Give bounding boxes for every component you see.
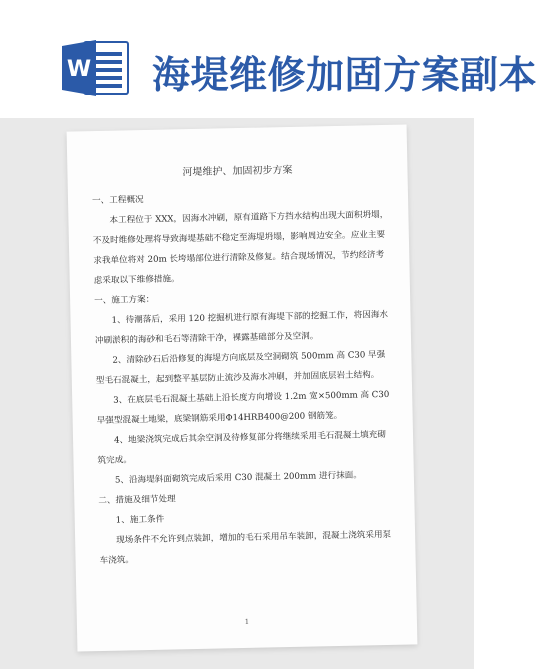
watermark-right [426, 118, 466, 669]
paragraph: 3、在底层毛石混凝土基础上沿长度方向增设 1.2m 宽×500mm 高 C30 早强型混凝土地梁，底梁钢筋采用Φ14HRB400@200 钢筋笼。 [96, 389, 390, 427]
header-banner [0, 0, 537, 120]
paragraph: 现场条件不允许到点装卸，增加的毛石采用吊车装卸，混凝土浇筑采用泵车浇筑。 [99, 529, 392, 567]
watermark-left [8, 118, 48, 669]
word-doc-icon [62, 38, 130, 98]
section-heading: 一、工程概况 [91, 195, 144, 207]
paragraph: 1、待潮落后，采用 120 挖掘机进行原有海堤下部的挖掘工作，将因海水冲刷淤积的海砂和毛石等清除干净，裸露基础部分及空洞。 [94, 309, 389, 347]
paragraph: 4、地梁浇筑完成后其余空洞及待修复部分将继续采用毛石混凝土填充砌筑完成。 [97, 429, 387, 467]
section-heading: 一、施工方案： [94, 294, 155, 307]
paragraph: 1、施工条件 [115, 514, 165, 526]
document-title: 河堤维护、加固初步方案 [182, 164, 293, 179]
header-title: 海堤维修加固方案副本 [152, 53, 537, 97]
svg-text:W: W [66, 57, 92, 82]
document-page [67, 124, 418, 651]
page-number: 1 [244, 617, 250, 626]
paragraph: 本工程位于 XXX，因海水冲刷，原有道路下方挡水结构出现大面积坍塌，不及时维修处理将导致海堤基础不稳定至海堤坍塌，影响周边安全。应业主要求我单位将对 20m 长垮塌部位进行清除及修复。结合现场情况，节约经济考虑采取以下维修措施。 [92, 209, 389, 287]
paragraph: 5、沿海堤斜面砌筑完成后采用 C30 混凝土 200mm 进行抹面。 [114, 470, 363, 486]
paragraph: 2、清除砂石后沿修复的海堤方向底层及空洞砌筑 500mm 高 C30 早强型毛石混凝土，起到整平基层防止流沙及海水冲刷，并加固底层岩土结构。 [95, 349, 386, 387]
document-body [92, 185, 396, 571]
section-heading: 二、措施及细节处理 [98, 494, 176, 507]
